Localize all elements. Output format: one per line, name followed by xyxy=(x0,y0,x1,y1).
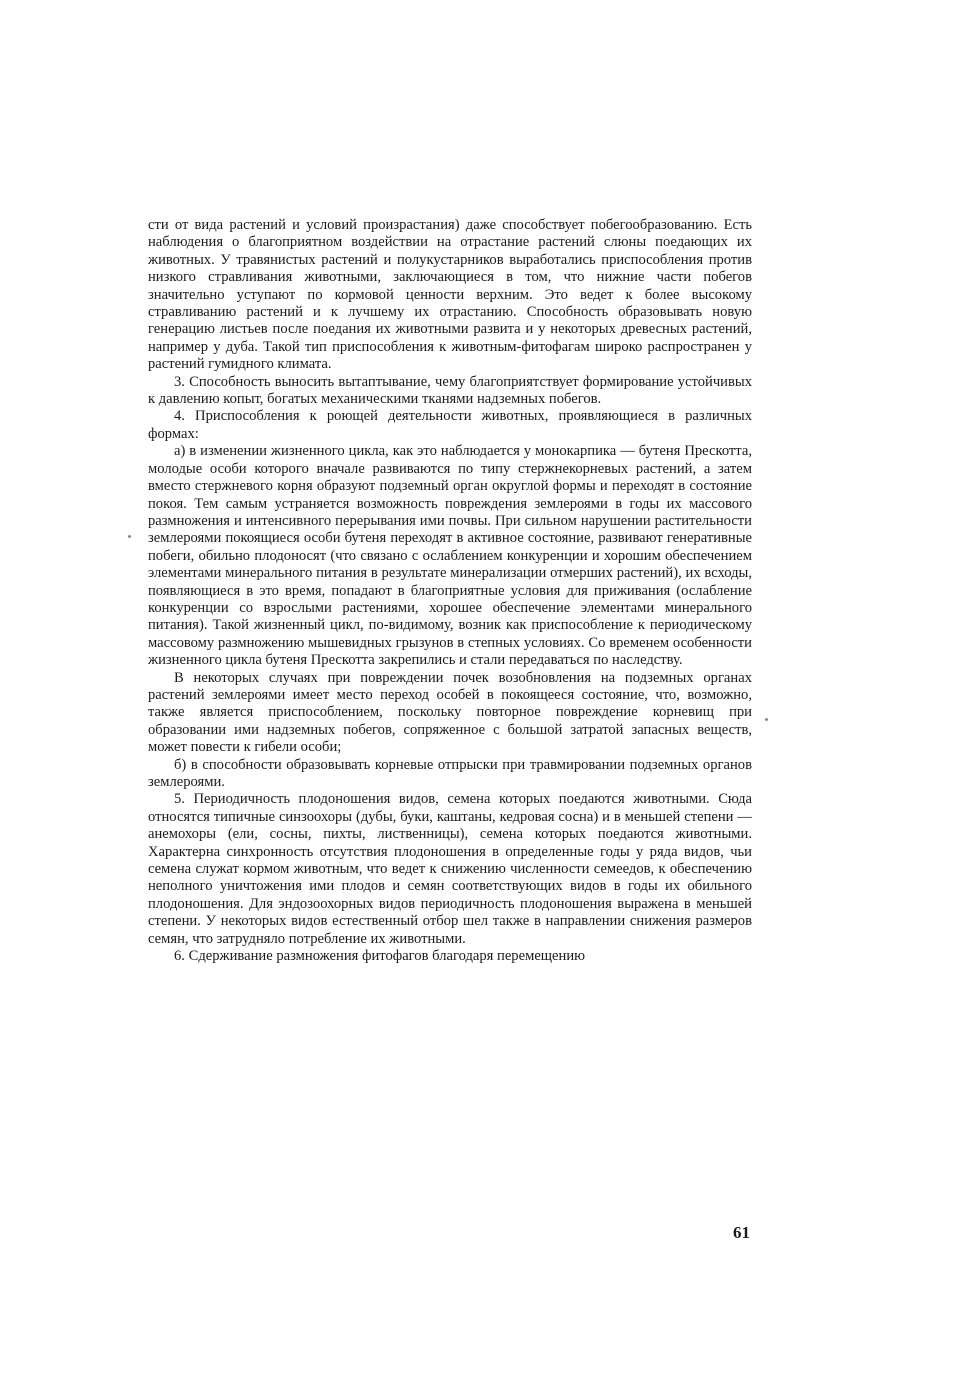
scan-speck xyxy=(128,535,131,538)
page-number: 61 xyxy=(733,1223,750,1242)
paragraph-item-4a: а) в изменении жизненного цикла, как это наблюдается у монокарпика — бутеня Прескотта, молодые особи которого вначале развиваются по типу стержнекорневых растений, а затем вместо стержневого корня образуют подземный орган округлой формы и переходят в состояние покоя. Тем самым устраняется возможность повреждения землероями в годы их массового размножения и интенсивного перерывания ими почвы. При сильном нарушении растительности землероями покоящиеся особи бутеня переходят в активное состояние, развивают генеративные побеги, обильно плодоносят (что связано с ослаблением конкуренции и хорошим обеспечением элементами минерального питания в результате минерализации отмерших растений), их всходы, появляющиеся в это время, попадают в благоприятные условия для приживания (ослабление конкуренции со взрослыми растениями, хорошее обеспечение элементами минерального питания). Такой жизненный цикл, по-видимому, возник как приспособление к периодическому массовому размножению мышевидных грызунов в степных условиях. Со временем особенности жизненного цикла бутеня Прескотта закрепились и стали передаваться по наследству. xyxy=(148,443,752,669)
paragraph-item-4b: б) в способности образовывать корневые отпрыски при травмировании подземных органов землероями. xyxy=(148,756,752,790)
paragraph-item-3: 3. Способность выносить вытаптывание, чему благоприятствует формирование устойчивых к давлению копыт, богатых механическими тканями надземных побегов. xyxy=(148,373,752,408)
scan-speck xyxy=(765,718,768,721)
paragraph-item-5: 5. Периодичность плодоношения видов, семена которых поедаются животными. Сюда относятся типичные синзоохоры (дубы, буки, каштаны, кедровая сосна) и в меньшей степени — анемохоры (ели, сосны, пихты, лиственницы), семена которых поедаются животными. Характерна синхронность отсутствия плодоношения в определенные годы у ряда видов, чьи семена служат кормом животным, что ведет к снижению численности семеедов, к обеспечению неполного уничтожения ими плодов и семян соответствующих видов в годы их обильного плодоношения. Для эндозоохорных видов периодичность плодоношения выражена в меньшей степени. У некоторых видов естественный отбор шел также в направлении снижения размеров семян, что затрудняло потребление их животными. xyxy=(148,791,752,947)
paragraph-item-6: 6. Сдерживание размножения фитофагов благодаря перемещению xyxy=(174,948,586,965)
paragraph-item-4: 4. Приспособления к роющей деятельности животных, проявляющиеся в различных формах: xyxy=(148,408,752,442)
paragraph-dormancy: В некоторых случаях при повреждении почек возобновления на подземных органах растений землероями имеет место переход особей в покоящееся состояние, что, возможно, также является приспособлением, поскольку повторное повреждение корневищ при образовании ими надземных побегов, сопряженное с большой затратой запасных веществ, может повести к гибели особи; xyxy=(148,669,752,756)
paragraph-continuation: сти от вида растений и условий произрастания) даже способствует побегообразованию. Есть наблюдения о благоприятном воздействии на отрастание растений слюны поедающих их животных. У травянистых растений и полукустарников выработались приспособления против низкого стравливания животными, заключающиеся в том, что нижние части побегов значительно уступают по кормовой ценности верхним. Это ведет к более высокому стравливанию растений и к лучшему их отрастанию. Способность образовывать новую генерацию листьев после поедания их животными развита и у некоторых древесных растений, например у дуба. Такой тип приспособления к животным-фитофагам широко распространен у растений гумидного климата. xyxy=(148,217,752,373)
body-text xyxy=(148,217,752,965)
